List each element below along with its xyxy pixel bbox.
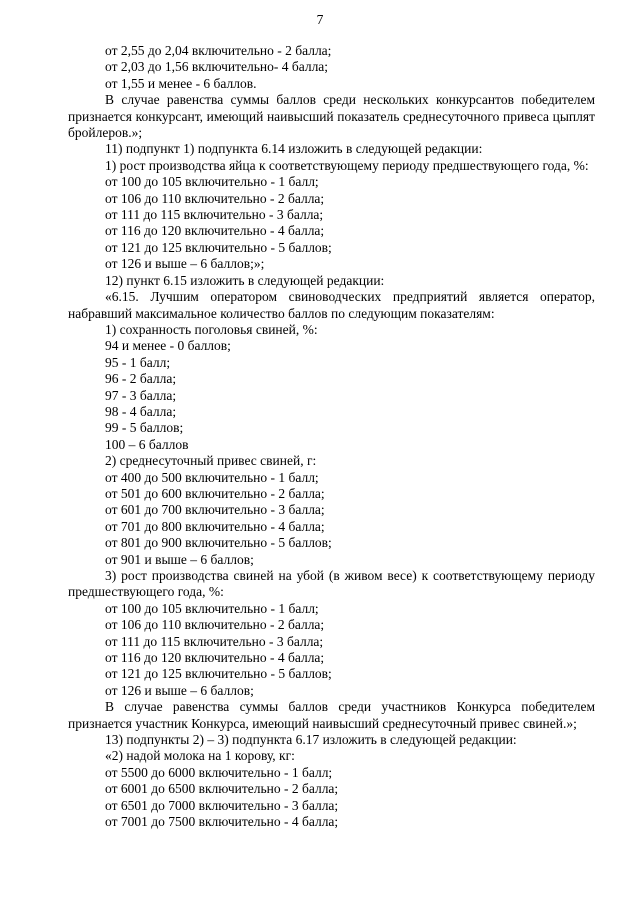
text-line: от 6001 до 6500 включительно - 2 балла; [105,781,339,797]
text-line: 2) среднесуточный привес свиней, г: [105,453,317,469]
text-line: от 7001 до 7500 включительно - 4 балла; [105,814,339,830]
text-line: 11) подпункт 1) подпункта 6.14 изложить в следующей редакции: [105,141,483,157]
text-paragraph: 3) рост производства свиней на убой (в живом весе) к соответствующему периоду предшествующего года, %: [68,568,595,600]
text-line: от 5500 до 6000 включительно - 1 балл; [105,764,333,780]
text-line: от 2,03 до 1,56 включительно- 4 балла; [105,59,329,75]
text-line: от 601 до 700 включительно - 3 балла; [105,502,325,518]
text-line: 95 - 1 балл; [105,354,171,370]
text-line: от 6501 до 7000 включительно - 3 балла; [105,797,339,813]
text-line: 99 - 5 баллов; [105,420,184,436]
text-line: от 106 до 110 включительно - 2 балла; [105,617,325,633]
text-line: от 126 и выше – 6 баллов; [105,682,254,698]
text-line: от 106 до 110 включительно - 2 балла; [105,190,325,206]
text-line: от 501 до 600 включительно - 2 балла; [105,485,325,501]
text-line: от 1,55 и менее - 6 баллов. [105,75,257,91]
text-line: от 2,55 до 2,04 включительно - 2 балла; [105,43,332,58]
text-line: от 701 до 800 включительно - 4 балла; [105,518,325,534]
text-line: 94 и менее - 0 баллов; [105,338,231,354]
text-paragraph: В случае равенства суммы баллов среди участников Конкурса победителем признается участник Конкурса, имеющий наивысший среднесуточный привес свиней.»; [68,699,595,731]
text-line: от 126 и выше – 6 баллов;»; [105,256,265,272]
text-line: «2) надой молока на 1 корову, кг: [105,748,295,764]
page-number: 7 [316,12,324,27]
text-line: от 400 до 500 включительно - 1 балл; [105,469,319,485]
text-line: 1) сохранность поголовья свиней, %: [105,321,318,337]
text-line: от 901 и выше – 6 баллов; [105,551,254,567]
text-line: от 121 до 125 включительно - 5 баллов; [105,239,332,255]
text-line: от 100 до 105 включительно - 1 балл; [105,600,319,616]
text-paragraph: 1) рост производства яйца к соответствующему периоду предшествующего года, %: [105,157,589,173]
text-paragraph: В случае равенства суммы баллов среди нескольких конкурсантов победителем признается конкурсант, имеющий наивысший показатель среднесуточного привеса цыплят бройлеров.»; [68,92,595,141]
text-line: 13) подпункты 2) – 3) подпункта 6.17 изложить в следующей редакции: [105,732,517,748]
text-paragraph: «6.15. Лучшим оператором свиноводческих предприятий является оператор, набравший максимальное количество баллов по следующим показателям: [68,289,595,321]
text-line: от 111 до 115 включительно - 3 балла; [105,633,324,649]
document-body [68,43,595,831]
text-line: 100 – 6 баллов [105,436,189,452]
text-line: 12) пункт 6.15 изложить в следующей редакции: [105,272,385,288]
text-line: 98 - 4 балла; [105,403,177,419]
text-line: от 100 до 105 включительно - 1 балл; [105,174,319,190]
text-line: от 111 до 115 включительно - 3 балла; [105,207,324,223]
text-line: 96 - 2 балла; [105,371,177,387]
text-line: от 121 до 125 включительно - 5 баллов; [105,666,332,682]
text-line: от 801 до 900 включительно - 5 баллов; [105,535,332,551]
text-line: от 116 до 120 включительно - 4 балла; [105,650,325,666]
text-line: от 116 до 120 включительно - 4 балла; [105,223,325,239]
text-line: 97 - 3 балла; [105,387,177,403]
